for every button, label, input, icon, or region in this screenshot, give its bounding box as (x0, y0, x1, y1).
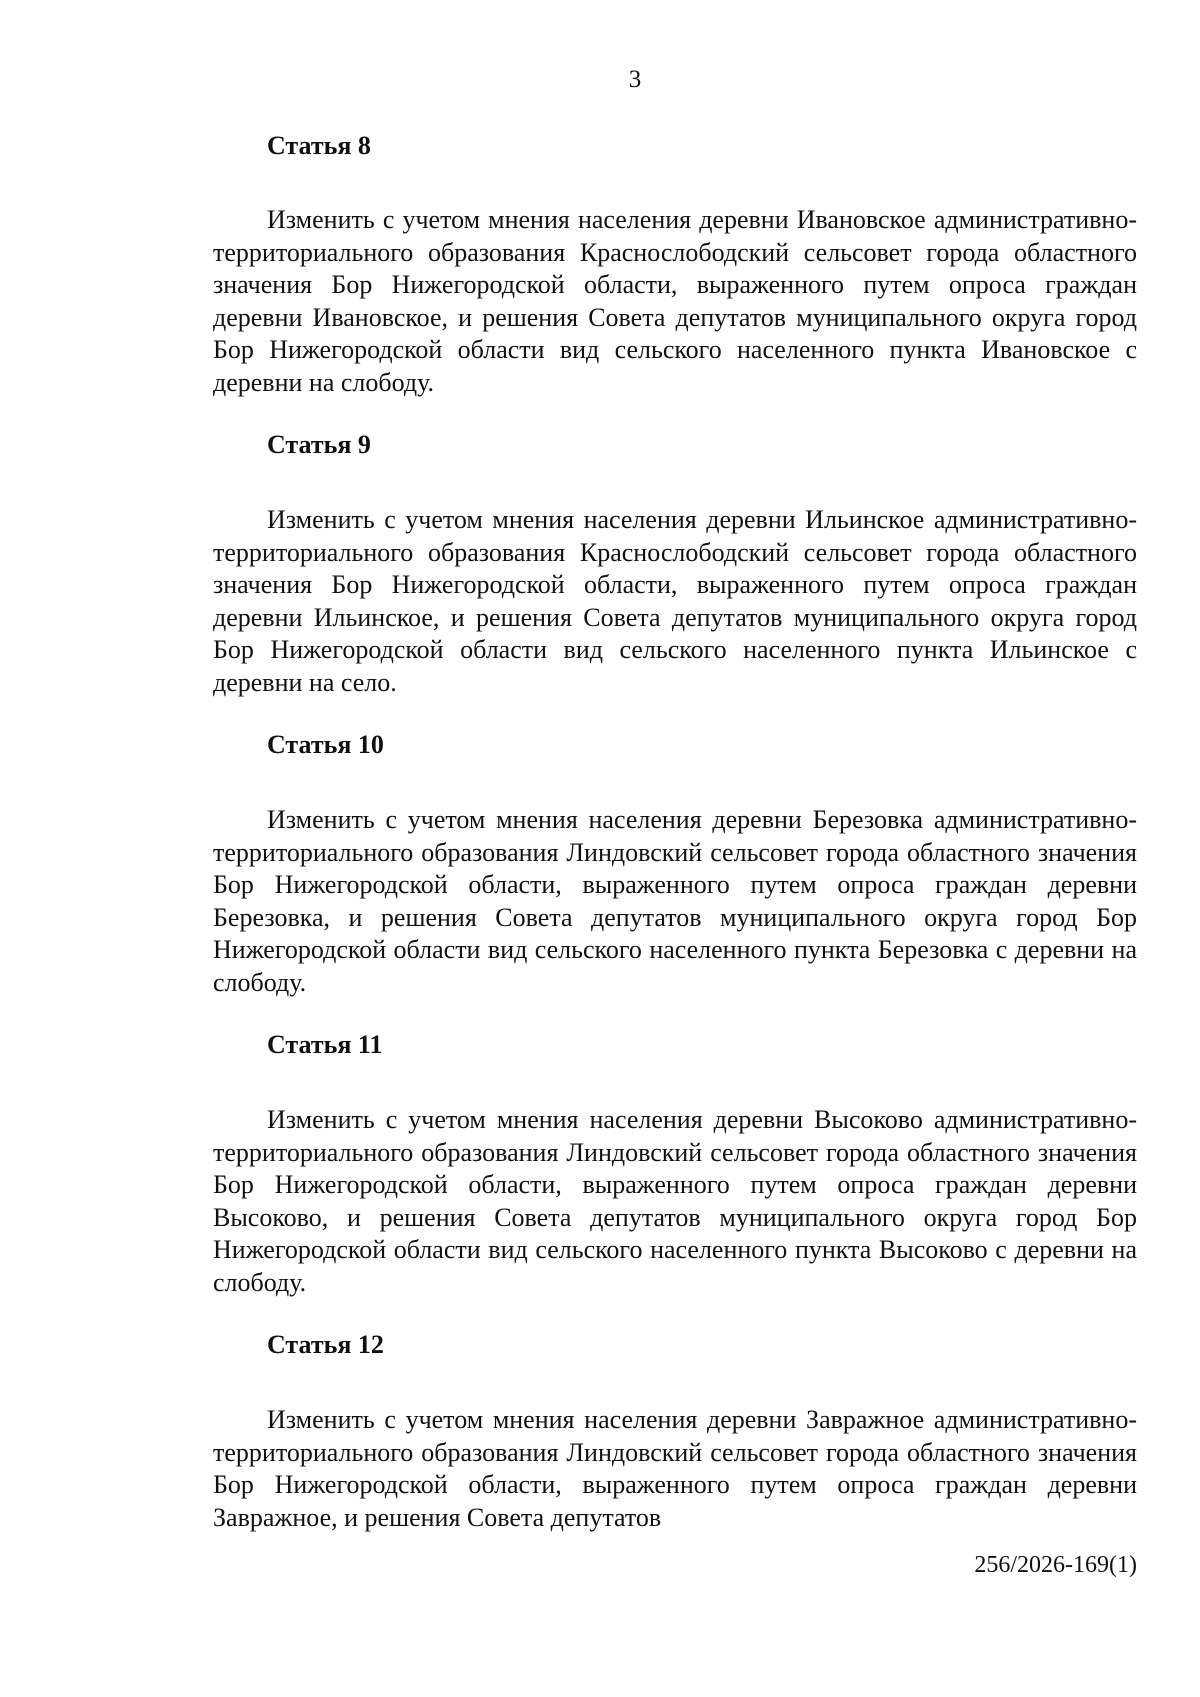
article-9 (213, 429, 1137, 699)
article-text: Изменить с учетом мнения населения деревни Ильинское административно-территориального образования Краснослободский сельсовет города областного значения Бор Нижегородской области, выраженного путем опроса граждан деревни Ильинское, и решения Совета депутатов муниципального округа город Бор Нижегородской области вид сельского населенного пункта Ильинское с деревни на село. (213, 505, 1137, 697)
article-text: Изменить с учетом мнения населения деревни Завражное административно-территориального образования Линдовский сельсовет города областного значения Бор Нижегородской области, выраженного путем опроса граждан деревни Завражное, и решения Совета депутатов (213, 1405, 1137, 1532)
article-title: Статья 9 (267, 430, 371, 459)
article-text: Изменить с учетом мнения населения деревни Высоково административно-территориального образования Линдовский сельсовет города областного значения Бор Нижегородской области, выраженного путем опроса граждан деревни Высоково, и решения Совета депутатов муниципального округа город Бор Нижегородской области вид сельского населенного пункта Высоково с деревни на слободу. (213, 1105, 1137, 1297)
document-body (213, 130, 1137, 1564)
article-8 (213, 130, 1137, 399)
article-10 (213, 729, 1137, 999)
document-code: 256/2026-169(1) (974, 1552, 1137, 1578)
article-11 (213, 1029, 1137, 1299)
article-title: Статья 12 (267, 1330, 384, 1359)
article-title: Статья 8 (267, 131, 371, 160)
article-12 (213, 1329, 1137, 1534)
page-number: 3 (628, 66, 642, 93)
article-title: Статья 10 (267, 730, 384, 759)
article-text: Изменить с учетом мнения населения деревни Березовка административно-территориального образования Линдовский сельсовет города областного значения Бор Нижегородской области, выраженного путем опроса граждан деревни Березовка, и решения Совета депутатов муниципального округа город Бор Нижегородской области вид сельского населенного пункта Березовка с деревни на слободу. (213, 805, 1137, 997)
article-text: Изменить с учетом мнения населения деревни Ивановское административно-территориального образования Краснослободский сельсовет города областного значения Бор Нижегородской области, выраженного путем опроса граждан деревни Ивановское, и решения Совета депутатов муниципального округа город Бор Нижегородской области вид сельского населенного пункта Ивановское с деревни на слободу. (213, 205, 1137, 397)
article-title: Статья 11 (267, 1030, 383, 1059)
